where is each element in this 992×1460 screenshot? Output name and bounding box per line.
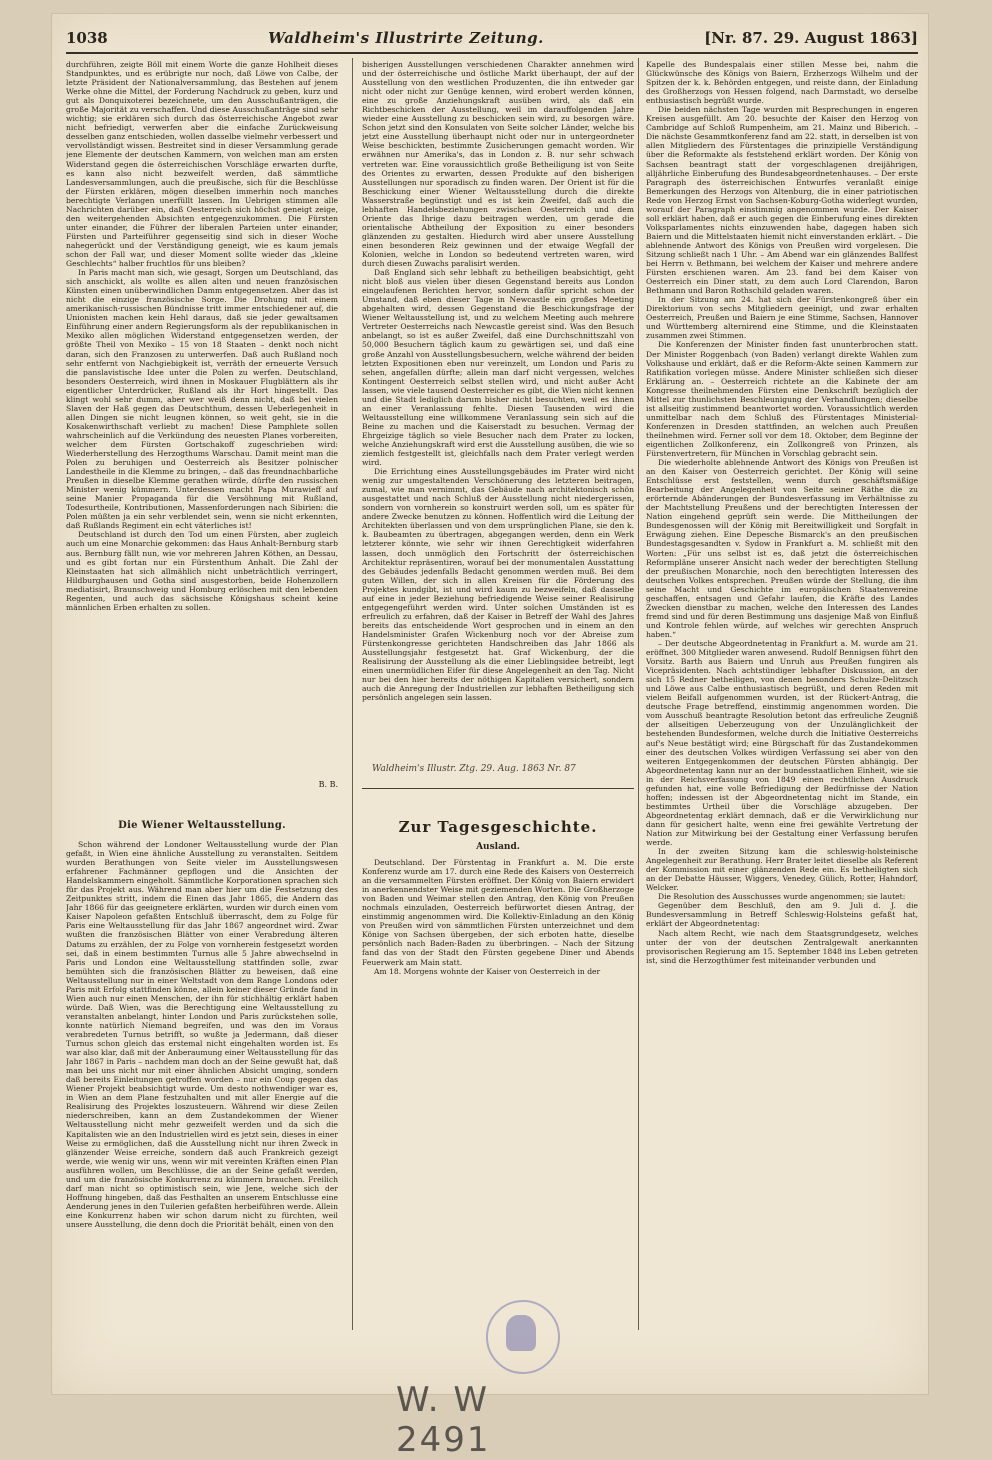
paragraph: Deutschland ist durch den Tod um einen Fürsten, aber zugleich auch um eine Monarchie gekommen: das Haus Anhalt-Bernburg starb aus. Bernburg fällt nun, wie vor mehreren Jahren Köthen, an Dessau, und es gibt fortan nur ein Fürstenthum Anhalt. Die Zahl der Kleinstaaten hat sich allmählich nicht unbeträchtlich verringert, Hildburghausen und Gotha sind ausgestorben, beide Hohenzollern mediatisirt, Braunschweig und Homburg erlöschen mit den lebenden Regenten, und auch das sächsische Königshaus scheint keine männlichen Erben erhalten zu sollen. (66, 530, 338, 612)
section-subheading: Ausland. (476, 842, 520, 852)
paragraph: durchführen, zeigte Böll mit einem Worte die ganze Hohlheit dieses Standpunktes, und es erübrigte nur noch, daß Löwe von Calbe, der letzte Präsident der Nationalversammlung, das Bestehen auf jenem Werke ohne die Mittel, der Forderung Nachdruck zu geben, kurz und gut als Donquixoterei bezeichnete, um den Ausschußanträgen, die große Majorität zu verschaffen. Und diese Ausschußanträge sind sehr wichtig; sie erklären sich durch das österreichische Angebot zwar nicht befriedigt, verwerfen aber die einfache Zurückweisung desselben ganz entschieden, wollen dasselbe vielmehr verbessert und vervollständigt wissen. Bestreitet sind in dieser Versammlung gerade jene Elemente der deutschen Kammern, von welchen man am ersten Widerstand gegen die österreichischen Vorschläge erwarten durfte, es kann also nicht bezweifelt werden, daß sämmtliche Landesversammlungen, auch die preußische, sich für die Beschlüsse der Fürsten erklären, mögen dieselben immerhin noch manches berechtigte Verlangen unerfüllt lassen. Im Uebrigen stimmen alle Nachrichten darüber ein, daß Oesterreich sich höchst geneigt zeige, den weitergehenden Absichten entgegenzukommen. Die Fürsten unter einander, die Führer der liberalen Parteien unter einander, Fürsten und Parteiführer gegenseitig sind sich in dieser Woche nahegerückt und der Verständigung geneigt, wie es kaum jemals schon der Fall war, und dieser Moment sollte wieder das „kleine Geschlechts“ halber fruchtlos für uns bleiben? (66, 60, 338, 269)
column-1-upper (66, 60, 338, 795)
paragraph: In der Sitzung am 24. hat sich der Fürstenkongreß über ein Direktorium von sechs Mitgliedern geeinigt, und zwar erhalten Oesterreich, Preußen und Baiern je eine Stimme, Sachsen, Hannover und Württemberg alternirend eine Stimme, und die Kleinstaaten zusammen zwei Stimmen. (646, 295, 918, 341)
column-3 (646, 60, 918, 1330)
paragraph: Die beiden nächsten Tage wurden mit Besprechungen in engeren Kreisen ausgefüllt. Am 20. besuchte der Kaiser den Herzog von Cambridge auf Schloß Rumpenheim, am 21. Mainz und Biberich. – Die nächste Gesammtkonferenz fand am 22. statt, in derselben ist von allen Mitgliedern des Fürstentages die prinzipielle Verständigung über die Reformakte als feststehend erklärt worden. Der König von Sachsen beantragt statt der vorgeschlagenen dreijährigen, alljährliche Einberufung des Bundesabgeordnetenhauses. – Der erste Paragraph des österreichischen Entwurfes veranlaßt einige Bemerkungen des Herzogs von Altenburg, die in einer patriotischen Rede von Herzog Ernst von Sachsen-Koburg-Gotha widerlegt wurden, worauf der Paragraph einstimmig angenommen wurde. Der Kaiser soll erklärt haben, daß er auch gegen die Einberufung eines direkten Volksparlamentes nichts einzuwenden habe, dagegen haben sich Baiern und die Mittelstaaten hiemit nicht einverstanden erklärt. – Die ablehnende Antwort des Königs von Preußen wird vorgelesen. Die Sitzung schließt nach 1 Uhr. – Am Abend war ein glänzendes Ballfest bei Herrn v. Bethmann, bei welchem der Kaiser und mehrere andere Fürsten erschienen waren. Am 23. fand bei dem Kaiser von Oesterreich ein Diner statt, zu dem auch Lord Clarendon, Baron Bethmann und Baron Rothschild geladen waren. (646, 105, 918, 296)
page-number: 1038 (66, 29, 108, 47)
paragraph: Die Resolution des Ausschusses wurde angenommen; sie lautet: (658, 892, 906, 902)
paragraph: Deutschland. Der Fürstentag in Frankfurt a. M. Die erste Konferenz wurde am 17. durch eine Rede des Kaisers von Oesterreich an die versammelten Fürsten eröffnet. Der König von Baiern erwidert in anerkennendster Weise mit geziemenden Worten. Die Großherzoge von Baden und Weimar stellen den Antrag, den König von Preußen nochmals einzuladen, Oesterreich befürwortet diesen Antrag, der einstimmig angenommen wird. Die Kollektiv-Einladung an den König von Preußen wird von sämmtlichen Fürsten unterzeichnet und dem Könige von Sachsen übergeben, der sich erboten hatte, dieselbe persönlich nach Baden-Baden zu überbringen. – Nach der Sitzung fand das von der Stadt den Fürsten gegebene Diner und Abends Feuerwerk am Main statt. (362, 858, 634, 967)
paragraph: Die wiederholte ablehnende Antwort des Königs von Preußen ist an den Kaiser von Oesterreich gerichtet. Der König will seine Entschlüsse erst feststellen, wenn durch geschäftsmäßige Bearbeitung der Angelegenheit von Seite seiner Räthe die zu erörternde Abänderungen der Bundesverfassung im Verhältnisse zu der Machtstellung Preußens und der berechtigten Interessen der Nation eingehend geprüft sein werde. Die Mittheilungen der Bundesgenossen will der König mit Bereitwilligkeit und Sorgfalt in Erwägung ziehen. Eine Depesche Bismarck's an den preußischen Bundestagsgesandten v. Sydow in Frankfurt a. M. schließt mit den Worten: „Für uns selbst ist es, daß jetzt die österreichischen Reformpläne unserer Ansicht nach weder der berechtigten Stellung der preußischen Monarchie, noch den berechtigten Interessen des deutschen Volkes entsprechen. Preußen würde der Stellung, die ihm seine Macht und Geschichte im europäischen Staatenvereine geschaffen, entsagen und Gefahr laufen, die Kräfte des Landes Zwecken dienstbar zu machen, welche den Interessen des Landes fremd sind und für deren Bestimmung uns dasjenige Maß von Einfluß und Kontrole fehlen würde, auf welches wir gerechten Anspruch haben.“ (646, 458, 918, 639)
article-heading: Die Wiener Weltausstellung. (118, 820, 286, 831)
paragraph: In Paris macht man sich, wie gesagt, Sorgen um Deutschland, das sich anschickt, als wollte es allen alten und neuen französischen Künsten einen unüberwindlichen Damm entgegensetzen. Aber das ist nicht die einzige französische Sorge. Die Drohung mit einem amerikanisch-russischen Bündnisse tritt immer entschiedener auf, die Unionisten machen kein Hehl daraus, daß sie jeder gewaltsamen Einführung einer andern Regierungsform als der republikanischen in Mexiko allen möglichen Widerstand entgegensetzen werden, der größte Theil von Mexiko – 15 von 18 Staaten – denkt noch nicht daran, sich den Franzosen zu unterwerfen. Daß auch Rußland noch sehr entfernt von Nachgiebigkeit ist, verräth der erneuerte Versuch die panslavistische Idee unter die Polen zu werfen. Deutschland, besonders Oesterreich, wird ihnen in Moskauer Flugblättern als ihr eigentlicher Unterdrücker, Rußland als ihr Hort hingestellt. Das klingt wohl sehr dumm, aber wer weiß denn nicht, daß bei vielen Slaven der Haß gegen das Deutschthum, dessen Ueberlegenheit in allen Dingen sie nicht leugnen können, so weit geht, sie in die Kosakenwirthschaft verliebt zu machen! Diese Pamphlete sollen wahrscheinlich auf die Verkündung des neuesten Planes vorbereiten, welcher dem Fürsten Gortschakoff zugeschrieben wird: Wiederherstellung des Herzogthums Warschau. Damit meint man die Polen zu beruhigen und Oesterreich als Besitzer polnischer Landestheile in die Klemme zu bringen, – daß das freundnachbarliche Preußen in dieselbe Klemme gerathen würde, dürfte den russischen Minister wenig kümmern. Unterdessen macht Papa Murawieff auf seine Manier Propaganda für die Versöhnung mit Rußland, Todesurtheile, Kontributionen, Massenforderungen nach Sibirien: die Polen müßten ja ein sehr verblendet sein, wenn sie nicht erkennten, daß Rußlands Regiment ein echt väterliches ist! (66, 268, 338, 531)
paragraph: Die Konferenzen der Minister finden fast ununterbrochen statt. Der Minister Roggenbach (von Baden) verlangt direkte Wahlen zum Volkshause und erklärt, daß er die Reform-Akte seinen Kammern zur Ratifikation vorlegen müsse. Andere Minister schließen sich dieser Erklärung an. – Oesterreich richtete an die Kabinete der am Kongresse theilnehmenden Fürsten eine Denkschrift bezüglich der Mittel zur thunlichsten Beschleunigung der Verhandlungen; dieselbe ist allseitig zustimmend beantwortet worden. Voraussichtlich werden unmittelbar nach dem Schluß des Fürstentages Ministerial-Konferenzen in Dresden stattfinden, an welchen auch Preußen theilnehmen wird. Ferner soll vor dem 18. Oktober, dem Beginne der eigentlichen Zollkonferenz, ein Zollkongreß von Prinzen, als Fürstenvertretern, für München in Vorschlag gebracht sein. (646, 340, 918, 459)
column-1-lower (66, 840, 338, 1320)
paragraph: Am 18. Morgens wohnte der Kaiser von Oesterreich in der (374, 966, 601, 976)
paragraph: Daß England sich sehr lebhaft zu betheiligen beabsichtigt, geht nicht bloß aus vielen über diesen Gegenstand bereits aus London eingelaufenen Berichten hervor, sondern dafür spricht schon der Umstand, daß eben dieser Tage in Newcastle ein großes Meeting abgehalten wird, dessen Gegenstand die Beschickungsfrage der Wiener Weltausstellung ist, und zu welchem Meeting auch mehrere Vertreter Oesterreichs nach Newcastle gereist sind. Was den Besuch anbelangt, so ist es außer Zweifel, daß eine Durchschnittszahl von 50,000 Besuchern täglich kaum zu gewärtigen sei, und daß eine große Anzahl von Ausstellungsbesuchern, welche während der beiden letzten Expositionen eben nur vereinzelt, um London und Paris zu sehen, angefallen dürfte; allein man darf nicht vergessen, welches Kontingent Oesterreich selbst stellen wird, und nicht außer Acht lassen, wie viele tausend Oesterreicher es gibt, die Wien nicht kennen und die Stadt lediglich darum bisher nicht besuchten, weil es ihnen an einer Veranlassung fehlte. Diesen Tausenden wird die Weltausstellung eine willkommene Veranlassung sein sich auf die Beine zu machen und die Kaiserstadt zu besuchen. Vermag der Ehrgeizige täglich so viele Besucher nach dem Prater zu locken, welche Anziehungskraft wird erst die Ausstellung ausüben, die wie so ziemlich festgestellt ist, gleichfalls nach dem Prater verlegt werden wird. (362, 268, 634, 468)
handwritten-note: Waldheim's Illustr. Ztg. 29. Aug. 1863 Nr. 87 (372, 764, 576, 774)
column-2-upper (362, 60, 634, 750)
archive-number: W. W 2491 (396, 1380, 491, 1460)
paragraph: Kapelle des Bundespalais einer stillen Messe bei, nahm die Glückwünsche des Königs von Baiern, Erzherzogs Wilhelm und der Spitzen der k. k. Behörden entgegen, und reiste dann, der Einladung des Großherzogs von Hessen folgend, nach Darmstadt, wo derselbe enthusiastisch begrüßt wurde. (646, 60, 918, 106)
column-divider (352, 58, 353, 1330)
paragraph: – Der deutsche Abgeordnetentag in Frankfurt a. M. wurde am 21. eröffnet. 300 Mitglieder waren anwesend. Rudolf Bennigsen führt den Vorsitz. Barth aus Baiern und Unruh aus Preußen fungiren als Vicepräsidenten. Nach achtstündiger lebhafter Diskussion, an der sich 15 Redner betheiligen, von denen besonders Schulze-Delitzsch und Löwe aus Calbe enthusiastisch begrüßt, und deren Reden mit vielem Beifall aufgenommen wurden, ist der Rückert-Antrag, die deutsche Frage betreffend, einstimmig angenommen worden. Die vom Ausschuß beantragte Resolution betont das erfreuliche Zeugniß der allseitigen Ueberzeugung von der Unzulänglichkeit der bestehenden Bundesformen, welche durch die Initiative Oesterreichs auf's Neue bestätigt wird; eine Bürgschaft für das Zustandekommen einer des deutschen Volkes würdigen Verfassung sei aber von den weiteren Entgegenkommen der deutschen Fürsten abhängig. Der Abgeordnetentag kann nur an der bundesstaatlichen Einheit, wie sie in der Reichsverfassung von 1849 einen rechtlichen Ausdruck gefunden hat, eine volle Befriedigung der Bedürfnisse der Nation hoffen; indessen ist der Abgeordnetentag nicht im Stande, ein bestimmtes Urtheil über die Vorschläge abzugeben. Der Abgeordnetentag erklärt demnach, daß er die Verwirklichung nur dann für gesichert halte, wenn eine frei gewählte Vertretung der Nation zur Mitwirkung bei der Gestaltung einer Verfassung berufen werde. (646, 639, 918, 848)
issue-date: [Nr. 87. 29. August 1863] (704, 29, 918, 47)
author-signature: B. B. (318, 780, 338, 789)
section-rule (362, 788, 634, 789)
paragraph: Gegenüber dem Beschluß, den am 9. Juli d. J. die Bundesversammlung in Betreff Schleswig-Holsteins gefaßt hat, erklärt der Abgeordnetentag: (646, 901, 918, 929)
paragraph: Schon während der Londoner Weltausstellung wurde der Plan gefaßt, in Wien eine ähnliche Ausstellung zu veranstalten. Seitdem wurden Berathungen von Seite vieler im Ausstellungswesen erfahrener Fachmänner gepflogen und die Ansichten der Handelskammern eingeholt. Sämmtliche Korporationen sprachen sich für das Projekt aus. Während man aber hier um die Festsetzung des Zeitpunktes stritt, indem die Einen das Jahr 1865, die Andern das Jahr 1866 für das geeignetere erklärten, wurden wir durch einen vom Kaiser Napoleon gefaßten Entschluß überrascht, dem zu Folge für Paris eine Weltausstellung für das Jahr 1867 angeordnet wird. Zwar wußten die französischen Blätter von einer Verabredung älteren Datums zu erzählen, der zu Folge von vornherein festgesetzt worden sei, daß in einem bestimmten Turnus alle 5 Jahre abwechselnd in Paris und London eine Weltausstellung stattfinden solle, zwar bemühten sich die französischen Blätter zu beweisen, daß eine Weltausstellung nur in einer Weltstadt von dem Range Londons oder Paris mit Erfolg stattfinden könne, allein keiner dieser Gründe fand in Wien auch nur einen Menschen, der ihn für stichhältig erklärt haben würde. Daß Wien, was die Berechtigung eine Weltausstellung zu veranstalten anbelangt, hinter London und Paris zurückstehen solle, konnte natürlich Niemand begreifen, und was den im Voraus verabredeten Turnus betrifft, so wußte ja Jedermann, daß dieser Turnus schon gleich das erstemal nicht eingehalten worden ist. Es war also klar, daß mit der Anberaumung einer Weltausstellung für das Jahr 1867 in Paris – nachdem man doch an der Seine gewußt hat, daß man bei uns nicht nur mit einer ähnlichen Absicht umging, sondern daß bereits Einleitungen getroffen worden – nur ein Coup gegen das Wiener Projekt beabsichtigt wurde. Um desto nothwendiger war es, in Wien an dem Plane festzuhalten und mit aller Energie auf die Realisirung des Projektes loszusteuern. Während wir diese Zeilen niederschreiben, kann an dem Zustandekommen der Wiener Weltausstellung nicht mehr gezweifelt werden und da sich die Kapitalisten wie an den Industriellen wird es jetzt sein, dieses in einer Weise zu ermöglichen, daß die Ausstellung nicht nur ihren Zweck in glänzender Weise erreiche, sondern daß auch Frankreich gezeigt werde, wie wenig wir uns, wenn wir mit vereinten Kräften einen Plan ausführen wollen, um Beschlüsse, die an der Seine gefaßt werden, und um die französische Konkurrenz zu kümmern brauchen. Freilich darf man nicht so optimistisch sein, wie Jene, welche sich der Hoffnung hingeben, daß das Festhalten an unserem Entschlusse eine Aenderung jenes in den Tuilerien gefaßten herbeiführen werde. Allein eine Konkurrenz haben wir schon darum nicht zu fürchten, weil unsere Ausstellung, die denn doch die Priorität behält, einen von den (66, 840, 338, 1229)
column-2-lower (362, 858, 634, 1158)
section-heading: Zur Tagesgeschichte. (398, 818, 598, 836)
masthead (66, 26, 918, 50)
paragraph: bisherigen Ausstellungen verschiedenen Charakter annehmen wird und der österreichische und östliche Markt überhaupt, der auf der Ausstellung von den westlichen Produzenten, die ihn entweder gar nicht oder nicht zur Genüge kennen, wird erobert werden können, eine zu große Anziehungskraft ausüben wird, als daß ein Richtbeschicken der Ausstellung, weil im darauffolgenden Jahre wieder eine Ausstellung zu beschicken sein wird, zu besorgen wäre. Schon jetzt sind den Konsulaten von Seite solcher Länder, welche bis jetzt eine Ausstellung überhaupt nicht oder nur in untergeordneter Weise beschickten, bestimmte Zusicherungen gemacht worden. Wir erwähnen nur Amerika's, das in London z. B. nur sehr schwach vertreten war. Eine voraussichtlich große Betheiligung ist von Seite des Orientes zu erwarten, dessen Produkte auf den bisherigen Ausstellungen nur sporadisch zu finden waren. Der Orient ist für die Beschickung einer Wiener Weltausstellung durch die direkte Wasserstraße begünstigt und es ist kein Zweifel, daß auch die lebhaften Handelsbeziehungen zwischen Oesterreich und dem Oriente das Ihrige dazu beitragen werden, um gerade die orientalische Abtheilung der Exposition zu einer besonders glänzenden zu gestalten. Hiedurch wird aber unsere Ausstellung einen besonderen Reiz gewinnen und der etwaige Wegfall der Kolonien, welche in London so bedeutend vertreten waren, wird durch diesen Zuwachs paralisirt werden. (362, 60, 634, 269)
header-rule (66, 52, 918, 54)
column-divider (638, 58, 639, 1330)
paragraph: Nach altem Recht, wie nach dem Staatsgrundgesetz, welches unter der von der deutschen Zentralgewalt anerkannten provisorischen Regierung am 15. September 1848 ins Leben getreten ist, sind die Herzogthümer fest miteinander verbunden und (646, 928, 918, 965)
paragraph: Die Errichtung eines Ausstellungsgebäudes im Prater wird nicht wenig zur umgestaltenden Verschönerung des letzteren beitragen, zumal, wie man vernimmt, das Gebäude nach architektonisch schön ausgestattet und nach Schluß der Ausstellung nicht niedergerissen, sondern von vornherein so konstruirt werden soll, um es später für andere Zwecke benutzen zu können. Hoffentlich wird die Leitung der Architekten überlassen und von dem ursprünglichen Plane, sie den k. k. Baubeamten zu übertragen, abgegangen werden, denn ein Werk letzterer könnte, wie sehr wir ihnen Gerechtigkeit widerfahren lassen, doch unmöglich den Fortschritt der österreichischen Architektur repräsentiren, worauf bei der monumentalen Ausstattung des Gebäudes jedenfalls Bedacht genommen werden muß. Bei dem guten Willen, der sich in allen Kreisen für die Förderung des Projektes kundgibt, ist und wird kaum zu bezweifeln, daß dasselbe auf eine in jeder Beziehung befriedigende Weise seiner Realisirung entgegengeführt werden wird. Unter solchen Umständen ist es erfreulich zu erfahren, daß der Kaiser in Betreff der Wahl des Jahres bereits das entscheidende Wort gesprochen und in einem an den Handelsminister Grafen Wickenburg noch vor der Abreise zum Fürstenkongresse gerichteten Handschreiben das Jahr 1866 als Ausstellungsjahr festgesetzt hat. Graf Wickenburg, der die Realisirung der Ausstellung als die einer Lieblingsidee betreibt, legt einen unermüdlichen Eifer für diese Angelegenheit an den Tag. Nicht nur bei den hier bereits der nöthigen Kapitalien versichert, sondern auch die Anregung der Industriellen zur lebhaften Betheiligung sich persönlich angelegen sein lassen. (362, 467, 634, 703)
stamp-emblem-icon (506, 1315, 536, 1351)
paragraph: In der zweiten Sitzung kam die schleswig-holsteinische Angelegenheit zur Berathung. Herr Brater leitet dieselbe als Referent der Kommission mit einer glänzenden Rede ein. Es betheiligten sich an der Debatte Häusser, Wiggers, Venedey, Gülich, Rotter, Hahndorf, Welcker. (646, 847, 918, 893)
newspaper-title: Waldheim's Illustrirte Zeitung. (268, 29, 544, 47)
